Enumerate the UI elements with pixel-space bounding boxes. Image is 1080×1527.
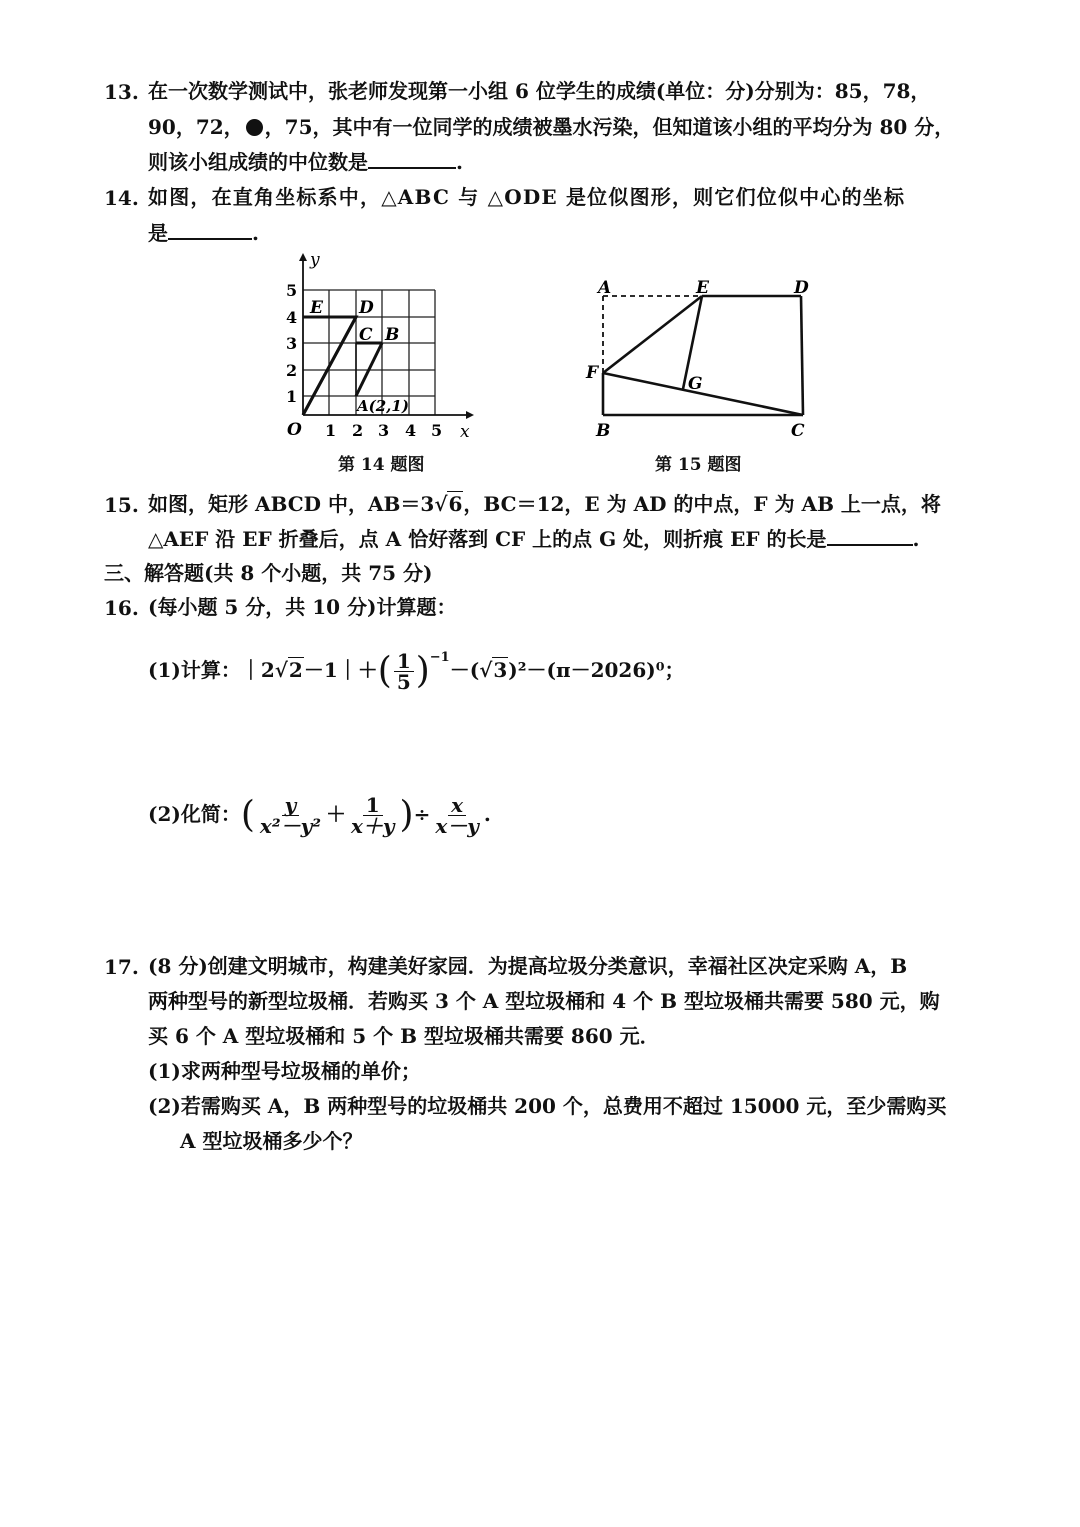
fig14-x-label: x xyxy=(460,422,470,442)
fig15-label-G: G xyxy=(688,374,703,394)
fig15-label-B: B xyxy=(596,421,611,441)
fig15-segment-DC xyxy=(801,296,803,415)
q15-line2-text: △AEF 沿 EF 折叠后，点 A 恰好落到 CF 上的点 G 处，则折痕 EF 的长是 xyxy=(148,527,827,551)
fig14-y-tick-2: 2 xyxy=(286,361,298,380)
fig15-segment-FC xyxy=(603,373,803,415)
q16-part2 xyxy=(148,790,491,838)
q13-line3-text: 则该小组成绩的中位数是 xyxy=(148,150,368,174)
fig15-label-C: C xyxy=(791,421,805,441)
q14-number: 14. xyxy=(104,186,139,210)
q16-p2-div: ÷ xyxy=(413,802,431,826)
q16-title: (每小题 5 分，共 10 分)计算题： xyxy=(148,595,457,619)
q16-p2-fraction3 xyxy=(432,795,482,836)
q16-p1-d: )²－(π－2026)⁰； xyxy=(508,658,685,682)
q14-line1: 如图，在直角坐标系中，△ABC 与 △ODE 是位似图形，则它们位似中心的坐标 xyxy=(148,185,906,209)
q13-line3 xyxy=(148,149,463,175)
q16-number: 16. xyxy=(104,596,139,620)
q16-p2-end: . xyxy=(483,802,491,826)
q16-p2-f3-num: x xyxy=(448,795,466,816)
q14-line2 xyxy=(148,220,259,246)
sqrt-sign: √ xyxy=(274,658,288,682)
q16-part1 xyxy=(148,636,685,692)
q16-p2-fraction1 xyxy=(257,795,324,836)
q15-end: . xyxy=(912,527,920,551)
q13-line2a: 90，72， xyxy=(148,115,244,139)
q15-sqrt6: 6 xyxy=(448,492,463,516)
fig14-x-tick-3: 3 xyxy=(378,421,390,440)
fig14-y-tick-4: 4 xyxy=(286,308,298,327)
sqrt-sign: √ xyxy=(479,658,493,682)
q17-line1: (8 分)创建文明城市，构建美好家园．为提高垃圾分类意识，幸福社区决定采购 A，B xyxy=(148,954,908,978)
fig15-label-A: A xyxy=(598,278,612,298)
section3-title: 三、解答题(共 8 个小题，共 75 分) xyxy=(104,561,433,585)
q17-sub2b: A 型垃圾桶多少个？ xyxy=(180,1129,363,1153)
q16-p1-sqrt3: 3 xyxy=(493,658,508,682)
q16-p1-exp: −1 xyxy=(429,650,450,665)
q16-p1-frac-den: 5 xyxy=(396,670,411,694)
sqrt-sign: √ xyxy=(434,492,448,516)
fig15-caption: 第 15 题图 xyxy=(655,455,742,475)
fig15-label-E: E xyxy=(696,278,709,298)
q15-line1a: 如图，矩形 ABCD 中，AB＝3 xyxy=(148,492,435,516)
fig14-y-label: y xyxy=(310,250,320,270)
q13-end: . xyxy=(456,150,463,174)
q16-p2-f1-den: x²－y² xyxy=(259,814,321,838)
q13-line2b: ，75，其中有一位同学的成绩被墨水污染，但知道该小组的平均分为 80 分， xyxy=(264,115,955,139)
fig14-x-tick-4: 4 xyxy=(405,421,417,440)
fig14-label-A: A(2,1) xyxy=(357,397,409,415)
q16-p1-sqrt2: 2 xyxy=(288,658,303,682)
q16-p1-b: －1｜＋ xyxy=(303,658,378,682)
figure-14 xyxy=(270,245,490,445)
ink-blot-icon xyxy=(246,119,263,136)
fig14-x-ticks xyxy=(325,421,442,440)
fig14-label-D: D xyxy=(359,298,374,318)
fig14-label-B: B xyxy=(385,325,400,345)
fig15-label-F: F xyxy=(586,363,599,383)
q16-p2-f2-num: 1 xyxy=(363,795,383,816)
q15-answer-blank xyxy=(827,526,913,546)
q17-line2: 两种型号的新型垃圾桶．若购买 3 个 A 型垃圾桶和 4 个 B 型垃圾桶共需要 580 元，购 xyxy=(148,989,940,1013)
q17-sub2: (2)若需购买 A，B 两种型号的垃圾桶共 200 个，总费用不超过 15000 元，至少需购买 xyxy=(148,1094,947,1118)
q14-line2-text: 是 xyxy=(148,221,168,245)
q15-number: 15. xyxy=(104,493,139,517)
q13-number: 13. xyxy=(104,80,139,104)
q16-p1-frac-num: 1 xyxy=(394,651,414,672)
q16-p1-fraction xyxy=(394,651,414,692)
q16-p2-f3-den: x－y xyxy=(435,814,479,838)
fig15-segment-FE xyxy=(603,296,702,373)
fig14-x-tick-5: 5 xyxy=(431,421,443,440)
q17-line3: 买 6 个 A 型垃圾桶和 5 个 B 型垃圾桶共需要 860 元． xyxy=(148,1024,660,1048)
right-paren: ) xyxy=(415,650,430,692)
q16-p2-fraction2 xyxy=(348,795,398,836)
q16-p1-label: (1)计算： xyxy=(148,658,241,682)
q14-answer-blank xyxy=(168,220,252,240)
q16-p2-f1-num: y xyxy=(282,795,300,816)
fig14-x-tick-2: 2 xyxy=(352,421,364,440)
fig14-y-tick-3: 3 xyxy=(286,334,298,353)
q16-p1-a: ｜2 xyxy=(240,658,275,682)
fig14-caption: 第 14 题图 xyxy=(338,455,425,475)
fig14-label-C: C xyxy=(359,325,373,345)
q15-line1 xyxy=(148,491,941,517)
q16-p2-f2-den: x＋y xyxy=(350,814,395,838)
figure-15 xyxy=(582,272,822,442)
q17-number: 17. xyxy=(104,955,139,979)
left-paren: ( xyxy=(240,794,255,836)
fig14-y-tick-5: 5 xyxy=(286,281,298,300)
fig14-y-ticks xyxy=(286,281,297,406)
q14-end: . xyxy=(252,221,259,245)
fig15-label-D: D xyxy=(794,278,809,298)
q17-sub1: (1)求两种型号垃圾桶的单价； xyxy=(148,1059,421,1083)
fig14-y-tick-1: 1 xyxy=(286,387,298,406)
q16-p2-plus: ＋ xyxy=(325,802,346,826)
q15-line1b: ，BC＝12，E 为 AD 的中点，F 为 AB 上一点，将 xyxy=(463,492,941,516)
fig14-y-arrow xyxy=(299,253,307,261)
fig14-origin-label: O xyxy=(287,420,302,440)
fig14-x-arrow xyxy=(466,411,474,419)
q13-line2 xyxy=(148,114,954,140)
fig14-label-E: E xyxy=(310,298,323,318)
fig14-x-tick-1: 1 xyxy=(325,421,337,440)
q13-answer-blank xyxy=(368,149,456,169)
left-paren: ( xyxy=(377,650,392,692)
right-paren: ) xyxy=(399,794,414,836)
q13-line1: 在一次数学测试中，张老师发现第一小组 6 位学生的成绩(单位：分)分别为：85，78， xyxy=(148,79,931,103)
q16-p1-c: －( xyxy=(449,658,480,682)
q16-p2-label: (2)化简： xyxy=(148,802,241,826)
q15-line2 xyxy=(148,526,920,552)
